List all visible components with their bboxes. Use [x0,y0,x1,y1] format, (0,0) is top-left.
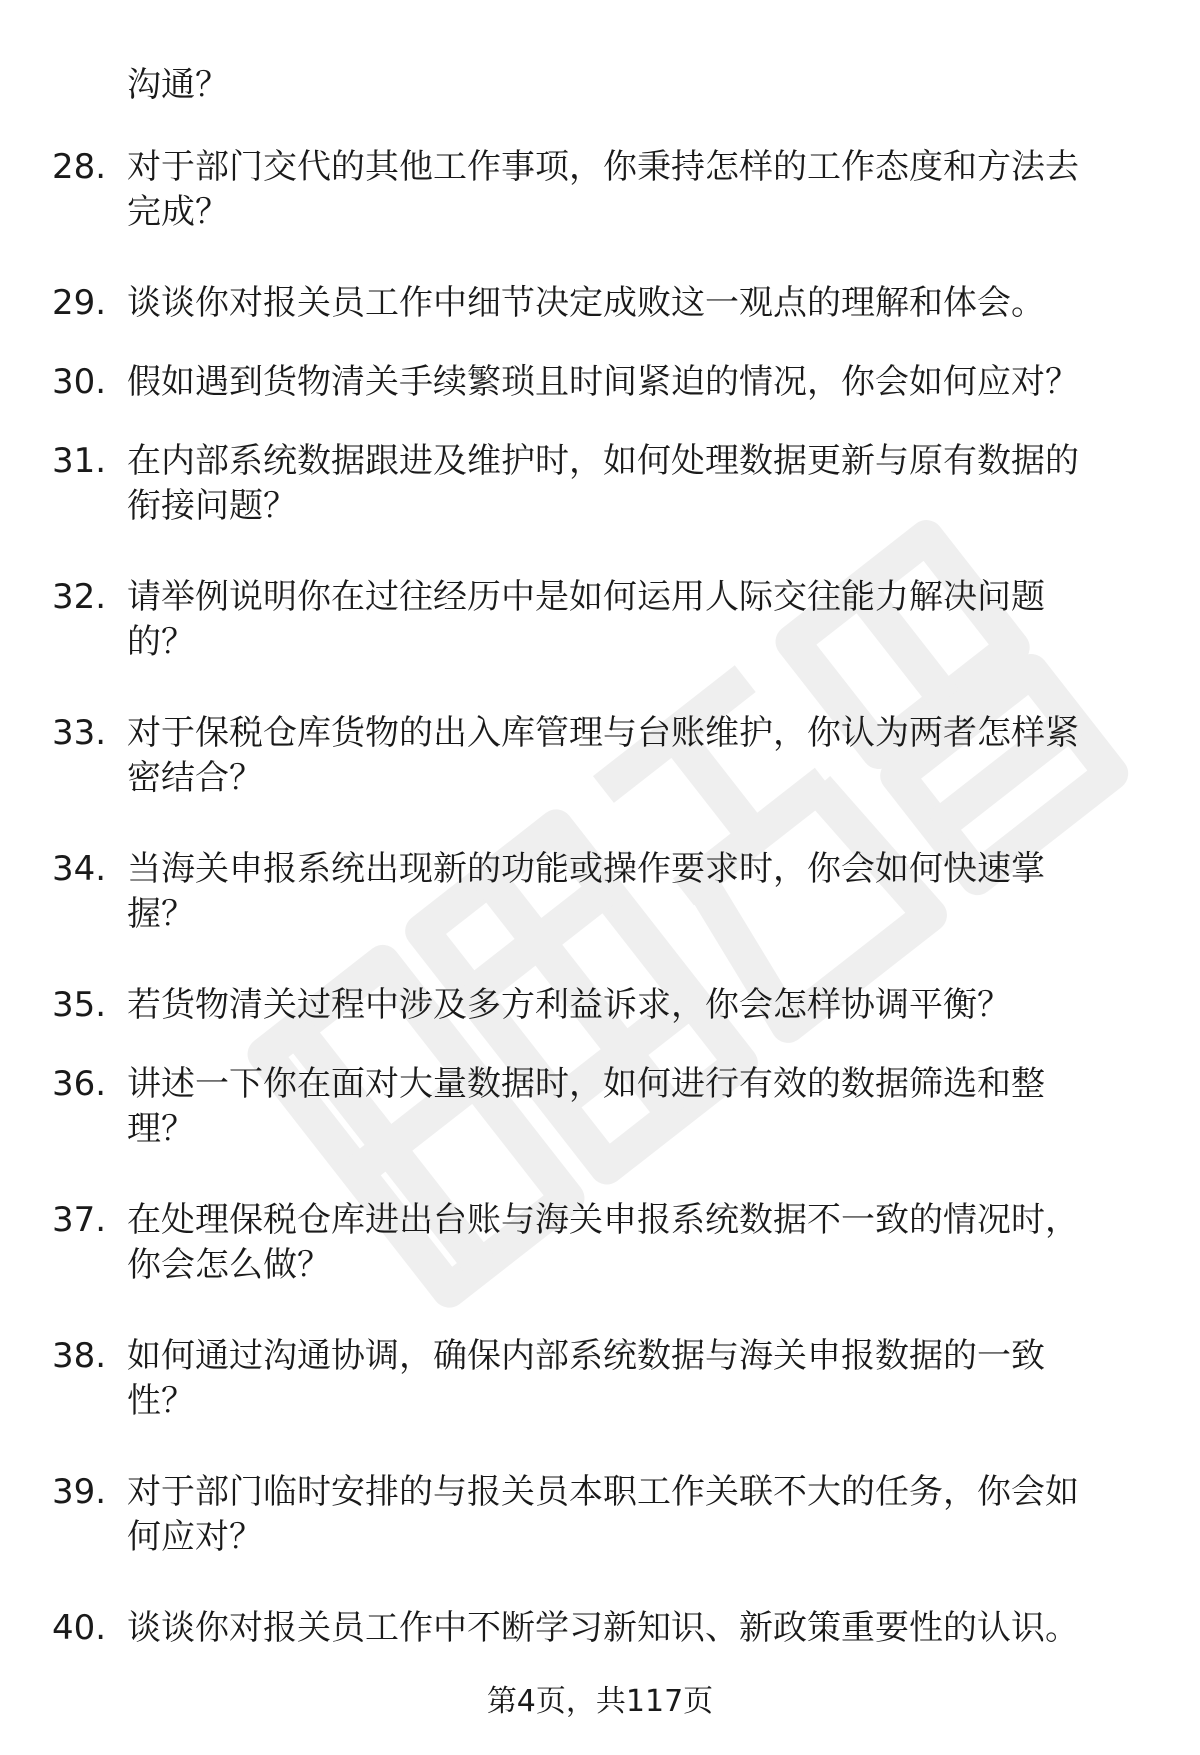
question-number: 38. [52,1336,107,1376]
carry-over-text: 沟通？ [127,65,229,105]
question-text-line: 你会怎么做？ [127,1245,331,1285]
question-text-line: 当海关申报系统出现新的功能或操作要求时，你会如何快速掌 [127,849,1045,889]
question-text-line: 如何通过沟通协调，确保内部系统数据与海关申报数据的一致 [127,1336,1045,1376]
question-text-line: 理？ [127,1109,195,1149]
question-text-line: 衔接问题？ [127,486,297,526]
question-number: 28. [52,147,107,187]
question-number: 37. [52,1200,107,1240]
question-text-line: 对于部门临时安排的与报关员本职工作关联不大的任务，你会如 [127,1472,1079,1512]
question-number: 31. [52,441,107,481]
question-number: 29. [52,283,107,323]
question-number: 33. [52,713,107,753]
question-text-line: 何应对？ [127,1517,263,1557]
question-text-line: 请举例说明你在过往经历中是如何运用人际交往能力解决问题 [127,577,1045,617]
question-text-line: 性？ [127,1381,195,1421]
page-footer: 第4页，共117页 [486,1684,714,1719]
question-number: 30. [52,362,107,402]
question-number: 32. [52,577,107,617]
question-number: 34. [52,849,107,889]
question-number: 35. [52,985,107,1025]
question-text-line: 完成？ [127,192,229,232]
question-number: 40. [52,1608,107,1648]
question-text-line: 若货物清关过程中涉及多方利益诉求，你会怎样协调平衡？ [127,985,1011,1025]
question-text-line: 假如遇到货物清关手续繁琐且时间紧迫的情况，你会如何应对？ [127,362,1079,402]
question-number: 39. [52,1472,107,1512]
question-text-line: 讲述一下你在面对大量数据时，如何进行有效的数据筛选和整 [127,1064,1045,1104]
question-text-line: 谈谈你对报关员工作中不断学习新知识、新政策重要性的认识。 [127,1608,1079,1648]
question-text-line: 密结合？ [127,758,263,798]
question-number: 36. [52,1064,107,1104]
question-text-line: 在处理保税仓库进出台账与海关申报系统数据不一致的情况时， [127,1200,1079,1240]
question-text-line: 握？ [127,894,195,934]
question-text-line: 谈谈你对报关员工作中细节决定成败这一观点的理解和体会。 [127,283,1045,323]
question-text-line: 对于保税仓库货物的出入库管理与台账维护，你认为两者怎样紧 [127,713,1079,753]
question-text-line: 对于部门交代的其他工作事项，你秉持怎样的工作态度和方法去 [127,147,1079,187]
question-text-line: 在内部系统数据跟进及维护时，如何处理数据更新与原有数据的 [127,441,1079,481]
question-text-line: 的？ [127,622,195,662]
